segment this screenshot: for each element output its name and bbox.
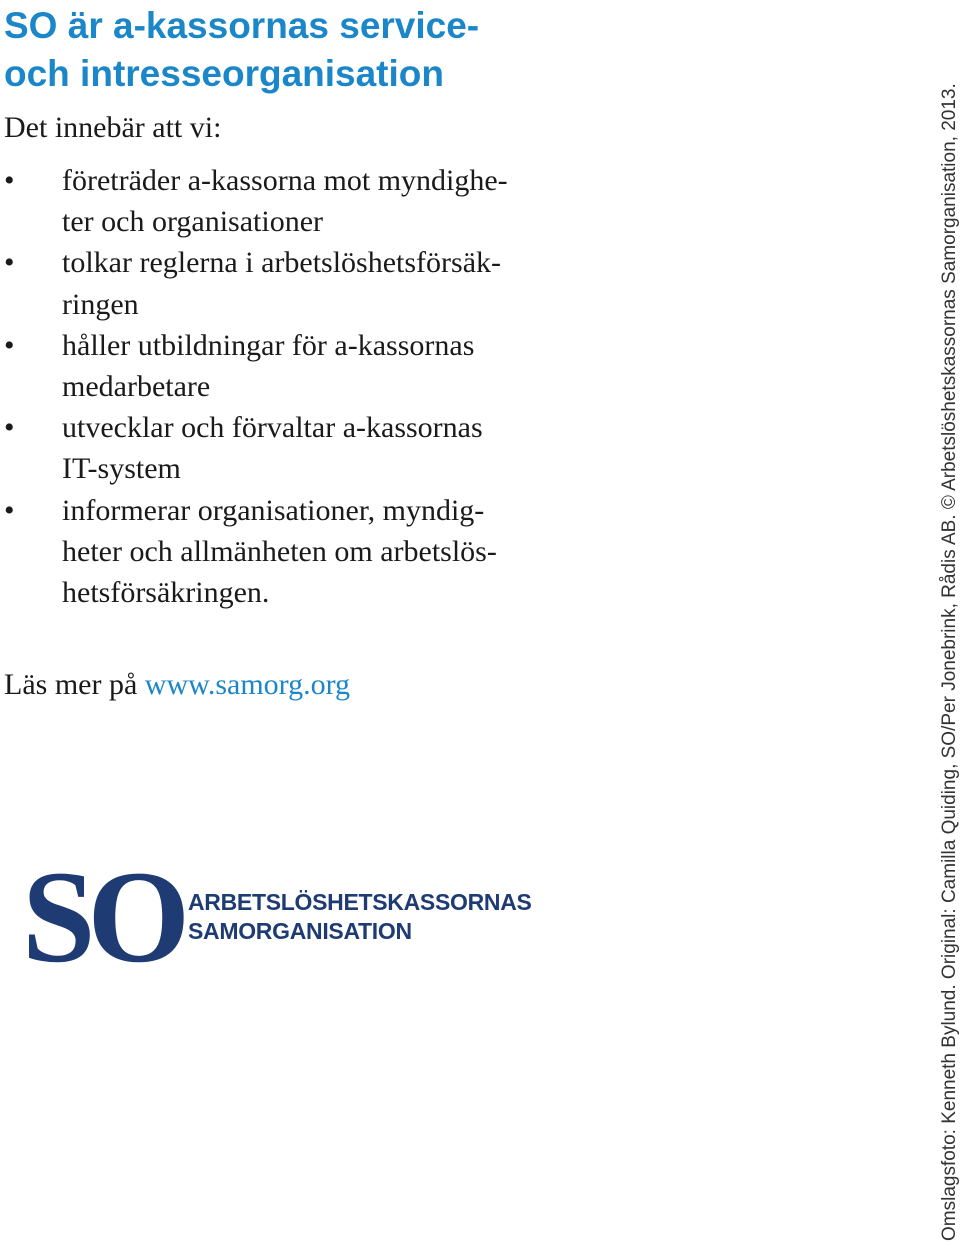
read-more-prefix: Läs mer på (4, 668, 138, 701)
list-item-line: företräder a-kassorna mot myndighe- (62, 164, 508, 197)
bullet-icon: • (4, 328, 15, 362)
list-item-line: ringen (62, 287, 139, 321)
page-title (4, 2, 479, 98)
list-item-line: håller utbildningar för a-kassornas (62, 328, 475, 362)
bullet-icon: • (4, 164, 15, 197)
logo-line-2: SAMORGANISATION (188, 918, 412, 944)
photo-credit: Omslagsfoto: Kenneth Bylund. Original: Camilla Quiding, SO/Per Jonebrink, Rådis AB. © Arbetslöshetskassornas Samorganisation, 2013. (939, 83, 960, 1241)
bullet-icon: • (4, 493, 15, 527)
list-item-line: medarbetare (62, 370, 211, 404)
list-item-line: hetsförsäkringen. (62, 576, 270, 610)
list-item-line: heter och allmänheten om arbetslös- (62, 534, 497, 568)
logo-mark: SO (22, 843, 183, 990)
page-title-line-1: SO är a-kassornas service- (4, 5, 480, 46)
website-link[interactable]: www.samorg.org (144, 668, 351, 701)
list-item (0, 325, 620, 407)
list-item (0, 407, 620, 489)
bullet-icon: • (4, 411, 15, 445)
read-more (4, 664, 350, 705)
list-item-line: IT-system (62, 452, 181, 486)
list-item (0, 160, 620, 242)
page-title-line-2: och intresseorganisation (4, 53, 444, 94)
logo-wordmark (188, 888, 532, 946)
list-item-line: informerar organisationer, myndig- (62, 493, 485, 527)
service-list (0, 160, 620, 613)
bullet-icon: • (4, 246, 15, 280)
logo-line-1: ARBETSLÖSHETSKASSORNAS (188, 889, 532, 915)
list-item (0, 490, 620, 614)
list-item-line: tolkar reglerna i arbetslöshetsförsäk- (62, 246, 501, 280)
list-item-line: utvecklar och förvaltar a-kassornas (62, 411, 483, 445)
list-item (0, 242, 620, 324)
so-logo (22, 843, 582, 990)
list-item-line: ter och organisationer (62, 205, 324, 239)
intro-text: Det innebär att vi: (4, 111, 222, 144)
